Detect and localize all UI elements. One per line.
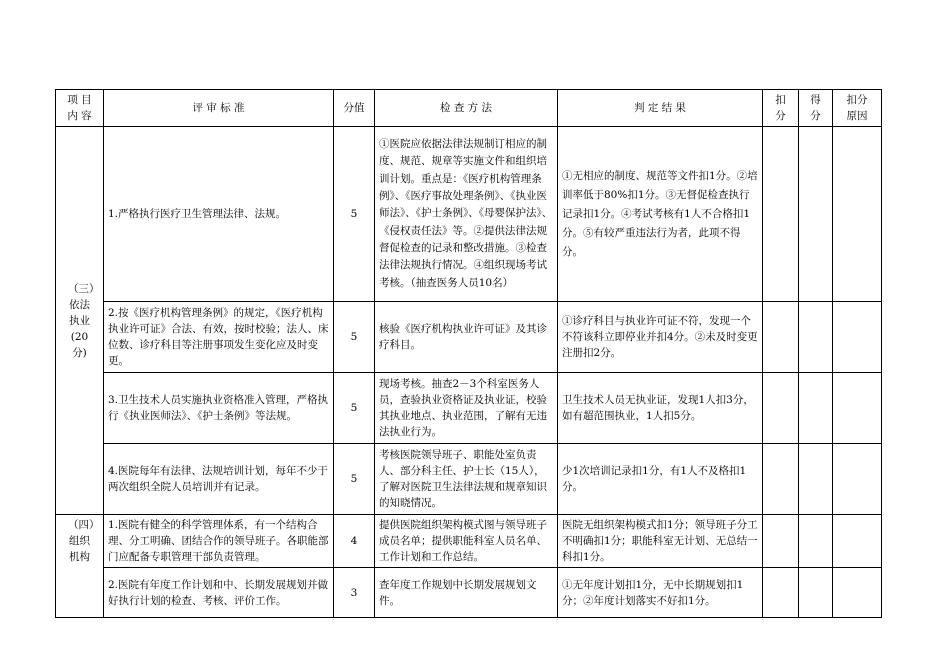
score-cell: 4 [334, 515, 375, 568]
criteria-cell: 3.卫生技术人员实施执业资格准入管理，严格执行《执业医师法》、《护士条例》等法规。 [104, 373, 334, 444]
score-cell: 3 [334, 568, 375, 618]
result-cell: 卫生技术人员无执业证，发现1人扣3分，如有超范围执业，1人扣5分。 [558, 373, 763, 444]
table-row [56, 373, 882, 444]
header-item [56, 90, 104, 127]
result-cell: ①无年度计划扣1分，无中长期规划扣1分；②年度计划落实不好扣1分。 [558, 568, 763, 618]
method-cell: 现场考核。抽查2－3个科室医务人员，查验执业资格证及执业证，校验其执业地点、执业范围，了解有无违法执业行为。 [375, 373, 558, 444]
method-cell: 考核医院领导班子、职能处室负责人、部分科主任、护士长（15人），了解对医院卫生法律法规和规章知识的知晓情况。 [375, 444, 558, 515]
deduct-cell [763, 127, 799, 302]
result-cell: ①诊疗科目与执业许可证不符，发现一个不符该科立即停业并扣4分。②未及时变更注册扣2分。 [558, 302, 763, 373]
result-cell: ①无相应的制度、规范等文件扣1分。②培训率低于80%扣1分。③无督促检查执行记录扣1分。④考试考核有1人不合格扣1分。⑤有较严重违法行为者，此项不得分。 [558, 127, 763, 302]
table-row [56, 302, 882, 373]
criteria-cell: 2.按《医疗机构管理条例》的规定，《医疗机构执业许可证》合法、有效，按时校验；法人、床位数、诊疗科目等注册事项发生变化应及时变更。 [104, 302, 334, 373]
criteria-cell: 1.严格执行医疗卫生管理法律、法规。 [104, 127, 334, 302]
earned-cell [799, 127, 833, 302]
earned-cell [799, 515, 833, 568]
deduct-cell [763, 302, 799, 373]
table-row [56, 444, 882, 515]
criteria-cell: 1.医院有健全的科学管理体系，有一个结构合理、分工明确、团结合作的领导班子。各职能部门应配备专职管理干部负责管理。 [104, 515, 334, 568]
earned-cell [799, 373, 833, 444]
deduct-cell [763, 444, 799, 515]
score-cell: 5 [334, 373, 375, 444]
header-reason: 扣分原因 [833, 90, 882, 127]
reason-cell [833, 444, 882, 515]
header-item-bottom: 内 容 [67, 110, 92, 122]
criteria-cell: 4.医院每年有法律、法规培训计划，每年不少于两次组织全院人员培训并有记录。 [104, 444, 334, 515]
category-cell: （三）依法执业(20分) [56, 127, 104, 515]
deduct-cell [763, 568, 799, 618]
header-method: 检 查 方 法 [375, 90, 558, 127]
header-row [56, 90, 882, 127]
reason-cell [833, 515, 882, 568]
reason-cell [833, 302, 882, 373]
method-cell: 提供医院组织架构模式图与领导班子成员名单；提供职能科室人员名单、工作计划和工作总结。 [375, 515, 558, 568]
method-cell: 查年度工作规划中长期发展规划文件。 [375, 568, 558, 618]
header-deduct: 扣分 [763, 90, 799, 127]
criteria-cell: 2.医院有年度工作计划和中、长期发展规划并做好执行计划的检查、考核、评价工作。 [104, 568, 334, 618]
reason-cell [833, 127, 882, 302]
evaluation-table [55, 89, 882, 618]
method-cell: ①医院应依据法律法规制订相应的制度、规范、规章等实施文件和组织培训计划。重点是：《医疗机构管理条例》、《医疗事故处理条例》、《执业医师法》、《护士条例》、《母婴保护法》、《侵权责任法》等。②提供法律法规督促检查的记录和整改措施。③检查法律法规执行情况。④组织现场考试考核。（抽查医务人员10名） [375, 127, 558, 302]
score-cell: 5 [334, 127, 375, 302]
category-cell: （四）组织机构 [56, 515, 104, 618]
result-cell: 少1次培训记录扣1分，有1人不及格扣1分。 [558, 444, 763, 515]
table-row [56, 127, 882, 302]
header-item-top: 项 目 [67, 94, 92, 106]
header-earned: 得分 [799, 90, 833, 127]
table-row [56, 515, 882, 568]
method-cell: 核验《医疗机构执业许可证》及其诊疗科目。 [375, 302, 558, 373]
result-cell: 医院无组织架构模式扣1分；领导班子分工不明确扣1分；职能科室无计划、无总结一科扣1分。 [558, 515, 763, 568]
reason-cell [833, 568, 882, 618]
earned-cell [799, 444, 833, 515]
score-cell: 5 [334, 302, 375, 373]
earned-cell [799, 302, 833, 373]
header-score: 分值 [334, 90, 375, 127]
earned-cell [799, 568, 833, 618]
deduct-cell [763, 373, 799, 444]
header-criteria: 评 审 标 准 [104, 90, 334, 127]
table-row [56, 568, 882, 618]
header-result: 判 定 结 果 [558, 90, 763, 127]
score-cell: 5 [334, 444, 375, 515]
deduct-cell [763, 515, 799, 568]
reason-cell [833, 373, 882, 444]
